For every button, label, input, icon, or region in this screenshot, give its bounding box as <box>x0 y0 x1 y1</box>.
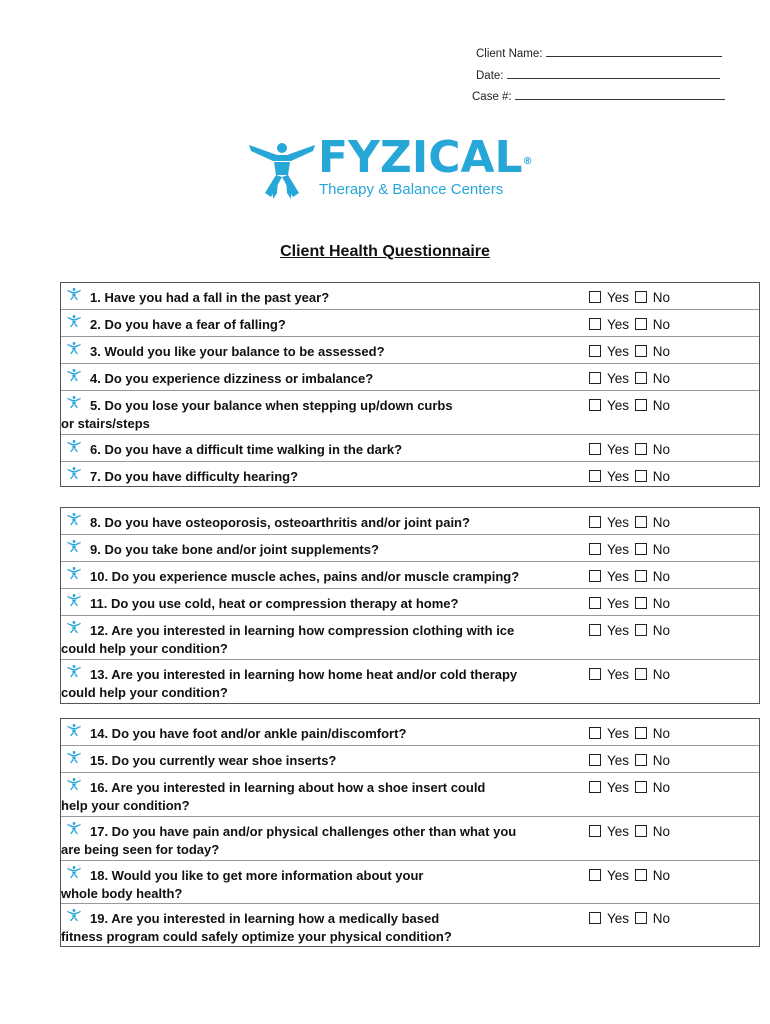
question-section-1 <box>60 282 760 487</box>
no-label: No <box>652 780 671 795</box>
no-label: No <box>652 726 671 741</box>
question-row <box>61 589 759 616</box>
no-checkbox[interactable] <box>635 318 647 330</box>
client-name-field[interactable] <box>476 46 722 60</box>
question-row <box>61 391 759 435</box>
yes-no-options <box>589 622 670 640</box>
yes-label: Yes <box>607 542 630 557</box>
question-row <box>61 562 759 589</box>
question-text <box>61 622 515 658</box>
question-text <box>61 666 518 702</box>
no-checkbox[interactable] <box>635 825 647 837</box>
question-line-1: 4. Do you experience dizziness or imbalance? <box>90 371 374 386</box>
question-row <box>61 817 759 861</box>
no-checkbox[interactable] <box>635 543 647 555</box>
yes-checkbox[interactable] <box>589 825 601 837</box>
yes-checkbox[interactable] <box>589 597 601 609</box>
fyzical-bullet-icon <box>67 777 81 791</box>
yes-no-options <box>589 441 670 459</box>
fyzical-bullet-icon <box>67 439 81 453</box>
yes-no-options <box>589 289 670 307</box>
fyzical-bullet-icon <box>67 865 81 879</box>
fyzical-figure-logo-icon <box>247 135 317 205</box>
question-line-1: 19. Are you interested in learning how a medically based <box>90 911 440 926</box>
question-text <box>90 343 385 361</box>
no-checkbox[interactable] <box>635 727 647 739</box>
no-label: No <box>652 569 671 584</box>
no-checkbox[interactable] <box>635 597 647 609</box>
question-text <box>90 752 336 770</box>
yes-checkbox[interactable] <box>589 543 601 555</box>
date-label: Date: <box>476 70 504 82</box>
brand-tagline: Therapy & Balance Centers <box>319 181 504 198</box>
yes-label: Yes <box>607 398 630 413</box>
question-text <box>61 910 452 946</box>
question-line-1: 10. Do you experience muscle aches, pains and/or muscle cramping? <box>90 569 520 584</box>
fyzical-bullet-icon <box>67 908 81 922</box>
no-checkbox[interactable] <box>635 516 647 528</box>
yes-no-options <box>589 666 670 684</box>
yes-label: Yes <box>607 442 630 457</box>
no-checkbox[interactable] <box>635 470 647 482</box>
no-label: No <box>652 398 671 413</box>
yes-checkbox[interactable] <box>589 318 601 330</box>
question-row <box>61 719 759 746</box>
question-row <box>61 660 759 705</box>
question-row <box>61 616 759 660</box>
question-text <box>90 441 402 459</box>
no-checkbox[interactable] <box>635 754 647 766</box>
question-row <box>61 861 759 904</box>
no-label: No <box>652 371 671 386</box>
fyzical-bullet-icon <box>67 512 81 526</box>
yes-no-options <box>589 514 670 532</box>
question-text <box>90 514 470 532</box>
no-checkbox[interactable] <box>635 781 647 793</box>
question-line-1: 12. Are you interested in learning how compression clothing with ice <box>90 623 515 638</box>
no-label: No <box>652 623 671 638</box>
question-line-1: 5. Do you lose your balance when stepping up/down curbs <box>90 398 453 413</box>
yes-checkbox[interactable] <box>589 781 601 793</box>
yes-checkbox[interactable] <box>589 291 601 303</box>
no-checkbox[interactable] <box>635 624 647 636</box>
yes-label: Yes <box>607 290 630 305</box>
no-label: No <box>652 911 671 926</box>
question-row <box>61 310 759 337</box>
brand-text: FYZICAL <box>318 132 523 183</box>
question-row <box>61 435 759 462</box>
no-checkbox[interactable] <box>635 399 647 411</box>
fyzical-bullet-icon <box>67 821 81 835</box>
question-text <box>90 595 458 613</box>
no-label: No <box>652 542 671 557</box>
no-label: No <box>652 824 671 839</box>
yes-checkbox[interactable] <box>589 516 601 528</box>
yes-checkbox[interactable] <box>589 754 601 766</box>
no-label: No <box>652 515 671 530</box>
fyzical-bullet-icon <box>67 314 81 328</box>
question-row <box>61 462 759 488</box>
question-row <box>61 746 759 773</box>
no-checkbox[interactable] <box>635 869 647 881</box>
question-row <box>61 364 759 391</box>
page-title: Client Health Questionnaire <box>280 243 490 260</box>
client-name-line[interactable] <box>546 46 722 57</box>
yes-label: Yes <box>607 623 630 638</box>
question-text <box>90 568 519 586</box>
question-line-1: 2. Do you have a fear of falling? <box>90 317 286 332</box>
question-line-1: 15. Do you currently wear shoe inserts? <box>90 753 337 768</box>
yes-checkbox[interactable] <box>589 624 601 636</box>
yes-label: Yes <box>607 753 630 768</box>
question-line-1: 7. Do you have difficulty hearing? <box>90 469 299 484</box>
fyzical-bullet-icon <box>67 368 81 382</box>
question-line-1: 13. Are you interested in learning how home heat and/or cold therapy <box>90 667 518 682</box>
yes-no-options <box>589 752 670 770</box>
question-line-1: 11. Do you use cold, heat or compression therapy at home? <box>90 596 459 611</box>
yes-no-options <box>589 823 670 841</box>
question-line-1: 14. Do you have foot and/or ankle pain/discomfort? <box>90 726 407 741</box>
no-label: No <box>652 469 671 484</box>
question-line-1: 6. Do you have a difficult time walking in the dark? <box>90 442 403 457</box>
question-text <box>90 725 406 743</box>
fyzical-bullet-icon <box>67 620 81 634</box>
yes-no-options <box>589 595 670 613</box>
yes-checkbox[interactable] <box>589 443 601 455</box>
yes-checkbox[interactable] <box>589 727 601 739</box>
yes-label: Yes <box>607 317 630 332</box>
brand-name <box>318 134 533 182</box>
question-line-1: 8. Do you have osteoporosis, osteoarthritis and/or joint pain? <box>90 515 470 530</box>
yes-no-options <box>589 370 670 388</box>
question-line-2: or stairs/steps <box>61 416 150 431</box>
yes-no-options <box>589 910 670 928</box>
question-text <box>90 316 286 334</box>
question-line-1: 3. Would you like your balance to be assessed? <box>90 344 385 359</box>
no-label: No <box>652 753 671 768</box>
yes-label: Yes <box>607 911 630 926</box>
yes-label: Yes <box>607 824 630 839</box>
yes-no-options <box>589 541 670 559</box>
yes-no-options <box>589 779 670 797</box>
client-name-label: Client Name: <box>476 48 543 60</box>
yes-label: Yes <box>607 780 630 795</box>
fyzical-bullet-icon <box>67 566 81 580</box>
question-line-2: fitness program could safely optimize your physical condition? <box>61 929 452 944</box>
fyzical-bullet-icon <box>67 341 81 355</box>
question-section-3 <box>60 718 760 947</box>
fyzical-bullet-icon <box>67 539 81 553</box>
question-line-1: 18. Would you like to get more information about your <box>90 868 424 883</box>
question-text <box>61 779 486 815</box>
yes-label: Yes <box>607 515 630 530</box>
yes-checkbox[interactable] <box>589 345 601 357</box>
yes-no-options <box>589 867 670 885</box>
yes-label: Yes <box>607 344 630 359</box>
no-checkbox[interactable] <box>635 912 647 924</box>
question-text <box>90 468 298 486</box>
no-checkbox[interactable] <box>635 291 647 303</box>
yes-label: Yes <box>607 868 630 883</box>
no-checkbox[interactable] <box>635 372 647 384</box>
fyzical-bullet-icon <box>67 466 81 480</box>
question-line-1: 9. Do you take bone and/or joint supplements? <box>90 542 379 557</box>
case-label: Case #: <box>472 91 512 103</box>
question-row <box>61 773 759 817</box>
yes-no-options <box>589 316 670 334</box>
question-line-2: could help your condition? <box>61 685 228 700</box>
no-label: No <box>652 667 671 682</box>
no-label: No <box>652 596 671 611</box>
question-text <box>90 289 329 307</box>
yes-checkbox[interactable] <box>589 912 601 924</box>
no-label: No <box>652 317 671 332</box>
yes-label: Yes <box>607 569 630 584</box>
question-row <box>61 508 759 535</box>
question-text <box>61 823 517 859</box>
question-section-2 <box>60 507 760 704</box>
question-row <box>61 535 759 562</box>
case-line[interactable] <box>515 89 725 100</box>
fyzical-bullet-icon <box>67 723 81 737</box>
question-line-2: whole body health? <box>61 886 183 901</box>
yes-no-options <box>589 343 670 361</box>
no-checkbox[interactable] <box>635 668 647 680</box>
fyzical-bullet-icon <box>67 395 81 409</box>
yes-no-options <box>589 468 670 486</box>
yes-checkbox[interactable] <box>589 399 601 411</box>
no-label: No <box>652 868 671 883</box>
no-label: No <box>652 290 671 305</box>
date-line[interactable] <box>507 68 720 79</box>
yes-no-options <box>589 397 670 415</box>
yes-label: Yes <box>607 667 630 682</box>
yes-label: Yes <box>607 726 630 741</box>
question-row <box>61 337 759 364</box>
question-line-2: help your condition? <box>61 798 190 813</box>
registered-mark: ® <box>522 156 533 167</box>
no-checkbox[interactable] <box>635 345 647 357</box>
yes-checkbox[interactable] <box>589 372 601 384</box>
yes-label: Yes <box>607 371 630 386</box>
question-line-2: are being seen for today? <box>61 842 220 857</box>
question-line-1: 17. Do you have pain and/or physical challenges other than what you <box>90 824 517 839</box>
no-checkbox[interactable] <box>635 570 647 582</box>
date-field[interactable] <box>476 68 720 82</box>
question-line-1: 1. Have you had a fall in the past year? <box>90 290 330 305</box>
yes-no-options <box>589 725 670 743</box>
yes-label: Yes <box>607 469 630 484</box>
fyzical-bullet-icon <box>67 287 81 301</box>
question-text <box>90 370 373 388</box>
yes-label: Yes <box>607 596 630 611</box>
yes-checkbox[interactable] <box>589 869 601 881</box>
no-checkbox[interactable] <box>635 443 647 455</box>
yes-checkbox[interactable] <box>589 570 601 582</box>
question-line-2: could help your condition? <box>61 641 228 656</box>
fyzical-bullet-icon <box>67 664 81 678</box>
question-text <box>61 867 424 903</box>
yes-checkbox[interactable] <box>589 668 601 680</box>
question-line-1: 16. Are you interested in learning about how a shoe insert could <box>90 780 486 795</box>
question-text <box>61 397 453 433</box>
fyzical-bullet-icon <box>67 750 81 764</box>
question-row <box>61 904 759 948</box>
yes-no-options <box>589 568 670 586</box>
case-field[interactable] <box>472 89 725 103</box>
fyzical-bullet-icon <box>67 593 81 607</box>
question-text <box>90 541 379 559</box>
yes-checkbox[interactable] <box>589 470 601 482</box>
question-row <box>61 283 759 310</box>
no-label: No <box>652 344 671 359</box>
no-label: No <box>652 442 671 457</box>
